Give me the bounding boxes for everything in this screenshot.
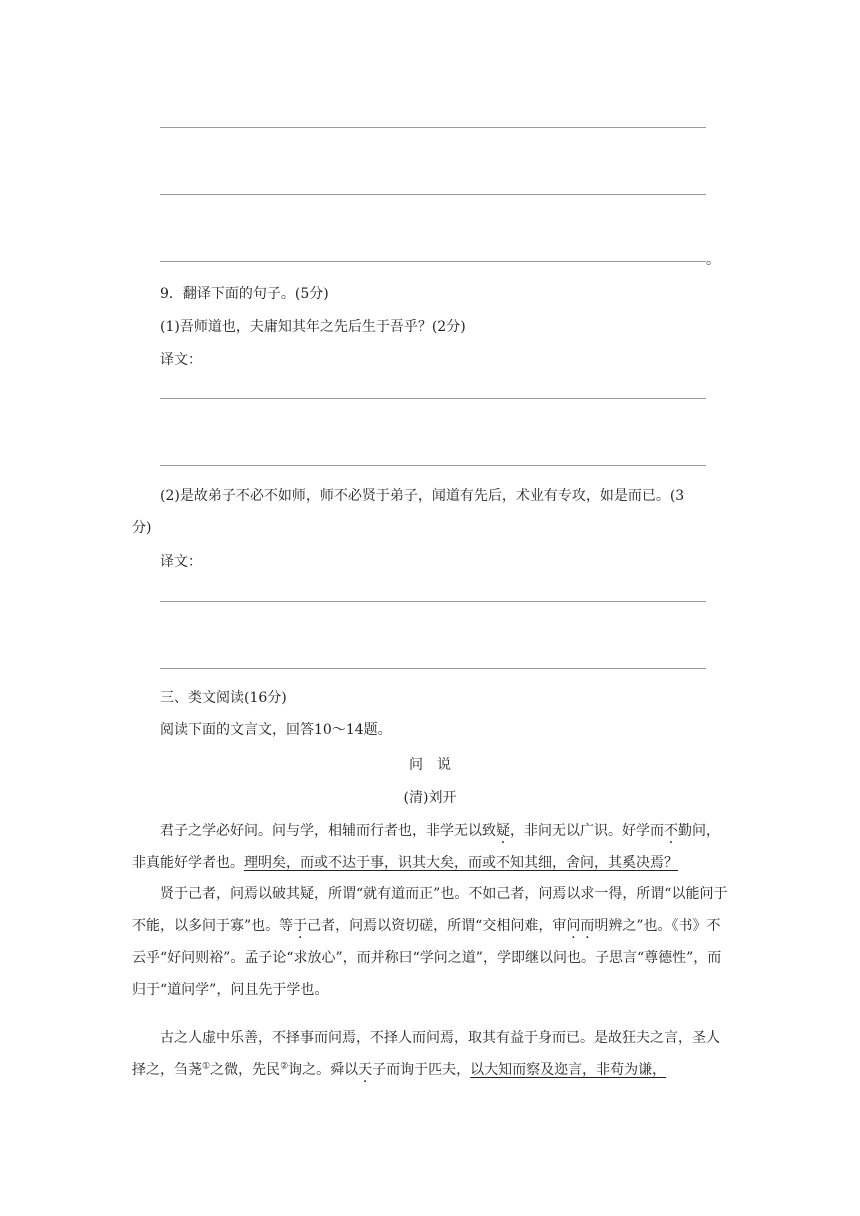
dotted-character: 而 [650,823,664,839]
translation-line[interactable] [160,398,706,399]
passage-title: 问 说 [409,757,451,773]
passage-text: 于己者，问焉以资切磋，所谓“交相问难， [293,918,553,934]
dotted-character: 致 [482,823,496,839]
passage-author: (清)刘开 [403,790,457,806]
passage-text: 不勤问，非真能好学者也。 [132,823,720,871]
q9-sentence-2-line1: (2)是故弟子不必不如师，师不必贤于弟子，闻道有先后，术业有专攻，如是而已。(3 [160,488,685,504]
passage-text: 而明辨之”也。《书》不云乎“好问则裕”。孟子论“求放心”，而并称曰“学问之道”，学即继以问也。子思言“尊德性”，而归于“道问学”，问且先于学也。 [132,918,722,998]
passage-text: 君子之学必好问。问与学，相辅而行者也，非学无以 [160,823,482,839]
q9-sentence-2-line2: 分) [132,520,152,536]
passage-text: 天子而询于匹夫， [358,1062,471,1078]
period-mark: 。 [706,252,720,268]
passage-text: 之微，先民 [210,1062,281,1078]
footnote-marker: ① [202,1061,211,1072]
dotted-character: 问 [566,918,581,934]
passage-text: 询之。舜 [288,1062,345,1078]
underlined-sentence: 以大知而察及迩言，非苟为谦， [470,1062,667,1078]
passage-text: 古之人虚中乐善，不择事而问焉，不择人而问焉，取其有益于身而已。是故狂夫之言，圣人择之，刍荛 [132,1030,720,1078]
dotted-character: 等 [279,918,294,934]
translation-line[interactable] [160,668,706,669]
answer-line[interactable] [160,261,706,262]
underlined-sentence: 理明矣，而或不达于事，识其大矣，而或不知其细，舍问，其奚决焉？ [244,855,678,871]
passage-paragraph-3 [132,1022,732,1086]
dotted-character: 审 [552,918,567,934]
translation-line[interactable] [160,601,706,602]
q9-s2-translation-label: 译文： [160,554,202,570]
passage-paragraph-1 [132,815,732,879]
q9-s1-translation-label: 译文： [160,352,202,368]
passage-text: 贤于己者，问焉以破其疑，所谓“就有道而正”也。不如己者，问焉以求一得，所谓“以能问于不能，以多问于寡”也。 [132,886,728,934]
q9-heading: 9．翻译下面的句子。(5分) [160,286,329,302]
section-heading: 三、类文阅读(16分) [160,690,287,706]
reading-instruction: 阅读下面的文言文，回答10～14题。 [160,722,392,738]
answer-line[interactable] [160,194,706,195]
passage-text: 疑，非问无以广识。好学 [496,823,650,839]
translation-line[interactable] [160,465,706,466]
q9-sentence-1: (1)吾师道也，夫庸知其年之先后生于吾乎？(2分) [160,319,466,335]
passage-paragraph-2 [132,878,732,1006]
dotted-character: 以 [344,1062,359,1078]
answer-line[interactable] [160,127,706,128]
footnote-marker: ② [280,1061,289,1072]
